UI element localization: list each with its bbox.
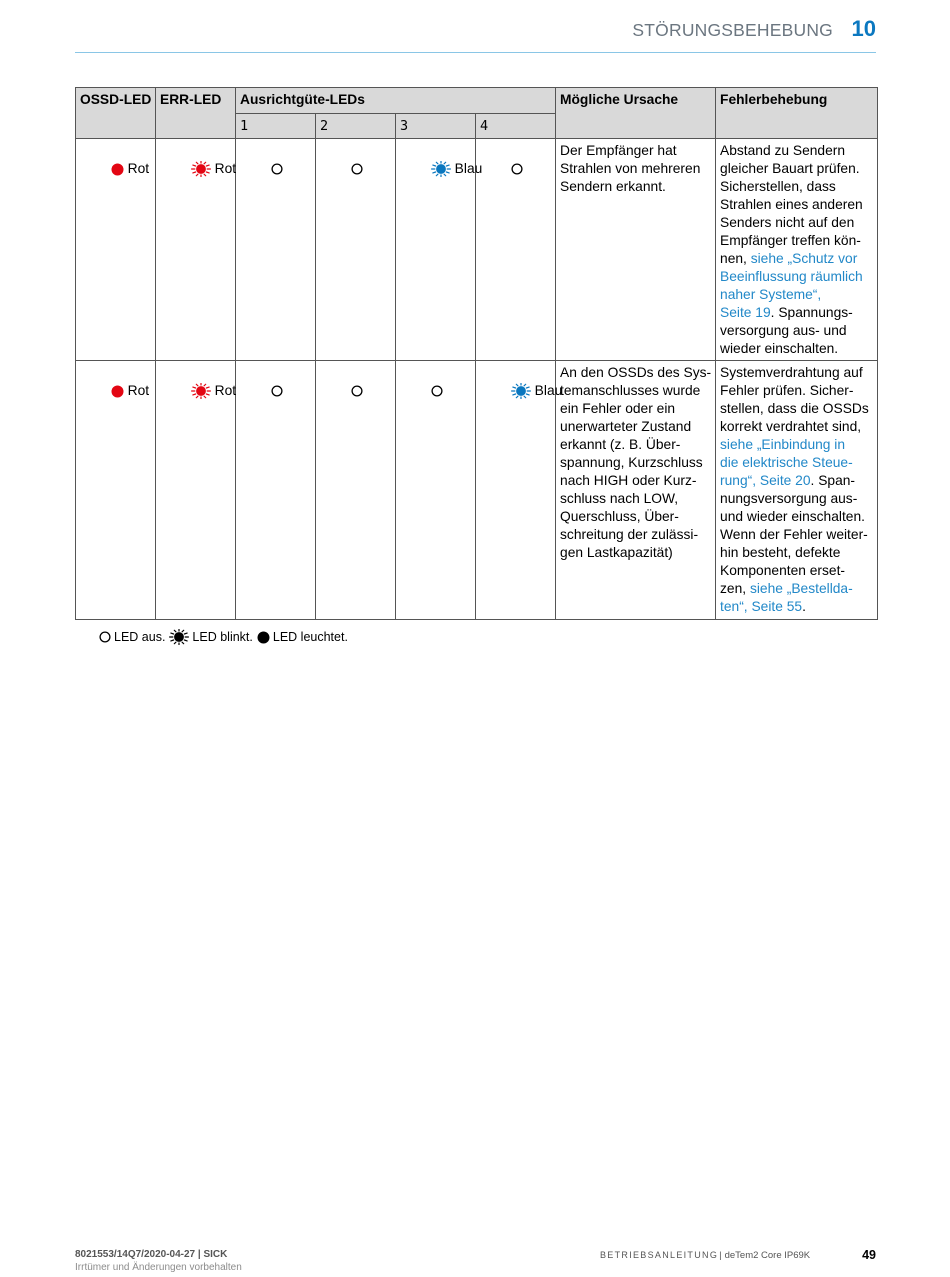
- remedy-text: Systemverdrahtung auf Fehler prüfen. Sicher- stellen, dass die OSSDs korrekt verdrahtet sind,: [720, 365, 869, 434]
- ossd-led-cell: [76, 139, 156, 361]
- led-on-icon: [111, 163, 124, 176]
- err-led-cell: [156, 139, 236, 361]
- cause-text: An den OSSDs des Sys- temanschlusses wurde ein Fehler oder ein unerwarteter Zustand erkannt (z. B. Über- spannung, Kurzschluss nach HIGH oder Kurz- schluss nach LOW, Querschluss, Über- schreitung der zulässi- gen Lastkapazität): [560, 365, 712, 560]
- footer-disclaimer: Irrtümer und Änderungen vorbehalten: [75, 1262, 242, 1273]
- led-on-icon: [111, 385, 124, 398]
- column-header-cause: Mögliche Ursache: [556, 88, 716, 139]
- alignment-led-4-cell: [476, 361, 563, 620]
- legend-label: LED aus.: [114, 630, 166, 644]
- led-off-icon: [271, 163, 283, 175]
- cross-reference-link[interactable]: siehe „Schutz vor Beeinflussung räumlich naher Systeme“, Seite 19: [720, 251, 863, 320]
- remedy-text: . Span- nungsversorgung aus- und wieder einschalten. Wenn der Fehler weiter- hin besteht, defekte Komponenten erset- zen,: [720, 473, 868, 596]
- err-led-cell: [156, 361, 236, 620]
- led-blink-icon: [431, 161, 451, 177]
- led-blink-icon: [191, 383, 211, 399]
- cause-cell: [556, 139, 716, 361]
- alignment-led-1-cell: [236, 139, 316, 361]
- header-divider: [75, 52, 876, 53]
- column-header-alignment-leds: Ausrichtgüte-LEDs: [236, 88, 556, 114]
- led-blink-icon: [169, 629, 189, 645]
- column-header-remedy: Fehlerbehebung: [716, 88, 878, 139]
- led-off-icon: [511, 163, 523, 175]
- column-header-err-led: ERR-LED: [156, 88, 236, 139]
- led-off-icon: [351, 163, 363, 175]
- remedy-text: Abstand zu Sendern gleicher Bauart prüfen. Sicherstellen, dass Strahlen eines anderen Senders nicht auf den Empfänger treffen kön- nen,: [720, 143, 863, 266]
- footer-document-type: BETRIEBSANLEITUNG: [600, 1250, 719, 1260]
- led-color-label: Rot: [214, 383, 237, 398]
- column-header-alignment-led-1: 1: [236, 114, 316, 139]
- ossd-led-cell: [76, 361, 156, 620]
- led-color-label: Rot: [214, 161, 237, 176]
- cause-text: Der Empfänger hat Strahlen von mehreren Sendern erkannt.: [560, 143, 701, 194]
- led-off-icon: [99, 631, 111, 643]
- led-blink-icon: [511, 383, 531, 399]
- led-off-icon: [351, 385, 363, 397]
- chapter-number: 10: [851, 16, 876, 41]
- column-header-alignment-led-2: 2: [316, 114, 396, 139]
- alignment-led-3-cell: [396, 361, 476, 620]
- footer-separator: |: [719, 1250, 722, 1261]
- table-header-row: [76, 88, 878, 114]
- led-color-label: Rot: [127, 383, 150, 398]
- remedy-text: . Spannungs- versorgung aus- und wieder einschalten.: [720, 305, 853, 356]
- led-legend: [99, 628, 352, 646]
- led-color-label: Blau: [534, 383, 563, 398]
- chapter-title: STÖRUNGSBEHEBUNG: [632, 20, 833, 40]
- legend-item: [99, 628, 165, 646]
- cross-reference-link[interactable]: siehe „Bestellda- ten“, Seite 55: [720, 581, 853, 614]
- remedy-cell: [716, 361, 878, 620]
- footer-document-id: 8021553/14Q7/2020-04-27 | SICK: [75, 1249, 228, 1260]
- table-row: [76, 139, 878, 361]
- legend-label: LED leuchtet.: [272, 630, 348, 644]
- led-color-label: Blau: [454, 161, 483, 176]
- troubleshooting-table: [75, 87, 878, 620]
- led-off-icon: [271, 385, 283, 397]
- legend-label: LED blinkt.: [192, 630, 253, 644]
- alignment-led-3-cell: [396, 139, 483, 361]
- led-color-label: Rot: [127, 161, 150, 176]
- alignment-led-1-cell: [236, 361, 316, 620]
- alignment-led-2-cell: [316, 139, 396, 361]
- column-header-ossd-led: OSSD-LED: [76, 88, 156, 139]
- cross-reference-link[interactable]: siehe „Einbindung in die elektrische Steue- rung“, Seite 20: [720, 437, 853, 488]
- table-row: [76, 361, 878, 620]
- led-off-icon: [431, 385, 443, 397]
- legend-item: [257, 628, 348, 646]
- footer-product-info: [600, 1249, 810, 1262]
- remedy-text: .: [802, 599, 806, 614]
- legend-item: [169, 628, 252, 646]
- column-header-alignment-led-3: 3: [396, 114, 476, 139]
- page-number: 49: [862, 1248, 876, 1262]
- column-header-alignment-led-4: 4: [476, 114, 556, 139]
- remedy-cell: [716, 139, 878, 361]
- footer-product-name: deTem2 Core IP69K: [724, 1250, 811, 1261]
- alignment-led-4-cell: [476, 139, 556, 361]
- led-blink-icon: [191, 161, 211, 177]
- cause-cell: [556, 361, 716, 620]
- alignment-led-2-cell: [316, 361, 396, 620]
- led-on-icon: [257, 631, 270, 644]
